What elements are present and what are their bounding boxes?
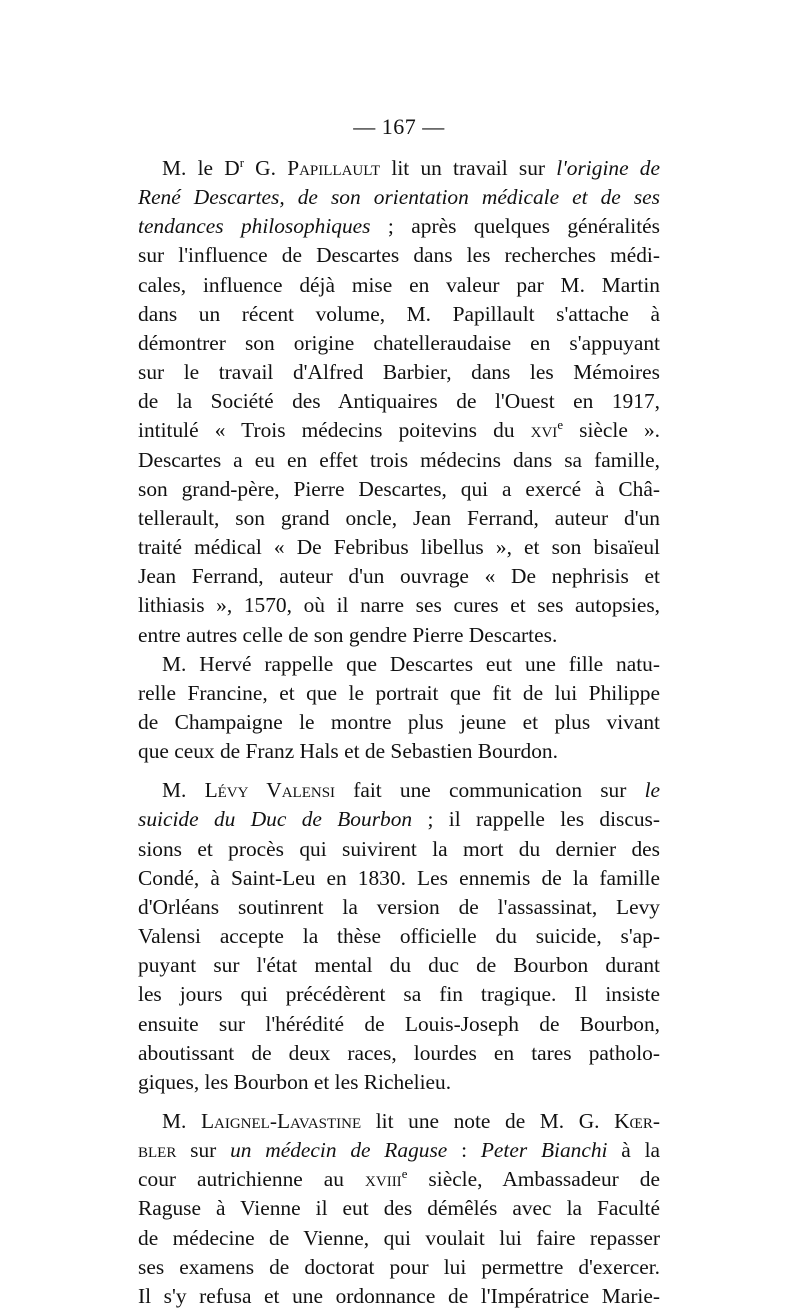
text-line: de médecine de Vienne, qui voulait lui faire repasser: [138, 1225, 660, 1250]
paragraph-levy-valensi: [138, 776, 660, 1097]
text-line: aboutissant de deux races, lourdes en tares patholo-: [138, 1040, 660, 1065]
page-number: — 167 —: [353, 114, 445, 139]
text-line: M. Lévy Valensi fait une communication sur le: [162, 778, 660, 803]
paragraph-papillault: [138, 154, 660, 650]
text-line: M. Laignel-Lavastine lit une note de M. G. Kœr-: [162, 1109, 661, 1133]
text-line: Descartes a eu en effet trois médecins dans sa famille,: [138, 447, 660, 472]
text-line: M. le $D^r$ G. Papillault lit un travail sur l'origine de: [162, 155, 660, 180]
text-line: d'Orléans soutinrent la version de l'assassinat, Levy: [138, 894, 660, 919]
page-content: [138, 112, 660, 1311]
text-line: M. Hervé rappelle que Descartes eut une fille natu-: [162, 651, 660, 676]
text-line: René Descartes, de son orientation médicale et de ses: [138, 185, 660, 210]
text-line: dans un récent volume, M. Papillault s'attache à: [138, 301, 660, 326]
text-line: tellerault, son grand oncle, Jean Ferrand, auteur d'un: [138, 505, 660, 530]
paragraph-laignel-lavastine: [138, 1107, 660, 1311]
text-line: que ceux de Franz Hals et de Sebastien Bourdon.: [138, 739, 558, 764]
text-line: bler sur un médecin de Raguse : Peter Bianchi à la: [138, 1138, 661, 1163]
text-line: sions et procès qui suivirent la mort du dernier des: [138, 836, 660, 861]
text-line: intitulé « Trois médecins poitevins du xvi$^e$ siècle ».: [138, 418, 660, 443]
text-line: Valensi accepte la thèse officielle du suicide, s'ap-: [138, 924, 660, 949]
text-line: puyant sur l'état mental du duc de Bourbon durant: [138, 953, 660, 978]
text-line: cour autrichienne au xviii$^e$ siècle, Ambassadeur de: [138, 1167, 660, 1192]
text-line: entre autres celle de son gendre Pierre Descartes.: [138, 622, 558, 647]
text-line: lithiasis », 1570, où il narre ses cures et ses autopsies,: [138, 593, 660, 618]
paragraph-herve: [138, 650, 660, 767]
text-line: ses examens de doctorat pour lui permettre d'exercer.: [138, 1254, 660, 1279]
text-line: de Champaigne le montre plus jeune et plus vivant: [138, 709, 660, 734]
text-line: Raguse à Vienne il eut des démêlés avec la Faculté: [138, 1196, 660, 1221]
text-line: tendances philosophiques ; après quelques généralités: [138, 214, 660, 239]
text-line: de la Société des Antiquaires de l'Ouest en 1917,: [138, 389, 660, 414]
text-line: sur l'influence de Descartes dans les recherches médi-: [138, 243, 660, 268]
text-line: démontrer son origine chatelleraudaise en s'appuyant: [138, 330, 660, 355]
text-line: giques, les Bourbon et les Richelieu.: [138, 1069, 452, 1094]
text-line: son grand-père, Pierre Descartes, qui a exercé à Châ-: [138, 476, 660, 501]
text-line: relle Francine, et que le portrait que fit de lui Philippe: [138, 680, 660, 705]
text-line: les jours qui précédèrent sa fin tragique. Il insiste: [138, 982, 660, 1007]
text-line: Jean Ferrand, auteur d'un ouvrage « De nephrisis et: [138, 564, 660, 589]
text-line: suicide du Duc de Bourbon ; il rappelle les discus-: [138, 807, 660, 832]
text-line: Il s'y refusa et une ordonnance de l'Impératrice Marie-: [138, 1283, 660, 1308]
text-line: cales, influence déjà mise en valeur par M. Martin: [138, 272, 660, 297]
text-line: sur le travail d'Alfred Barbier, dans les Mémoires: [138, 360, 660, 385]
text-line: Condé, à Saint-Leu en 1830. Les ennemis de la famille: [138, 865, 660, 890]
text-line: ensuite sur l'hérédité de Louis-Joseph de Bourbon,: [138, 1011, 660, 1036]
text-line: traité médical « De Febribus libellus », et son bisaïeul: [138, 535, 660, 560]
